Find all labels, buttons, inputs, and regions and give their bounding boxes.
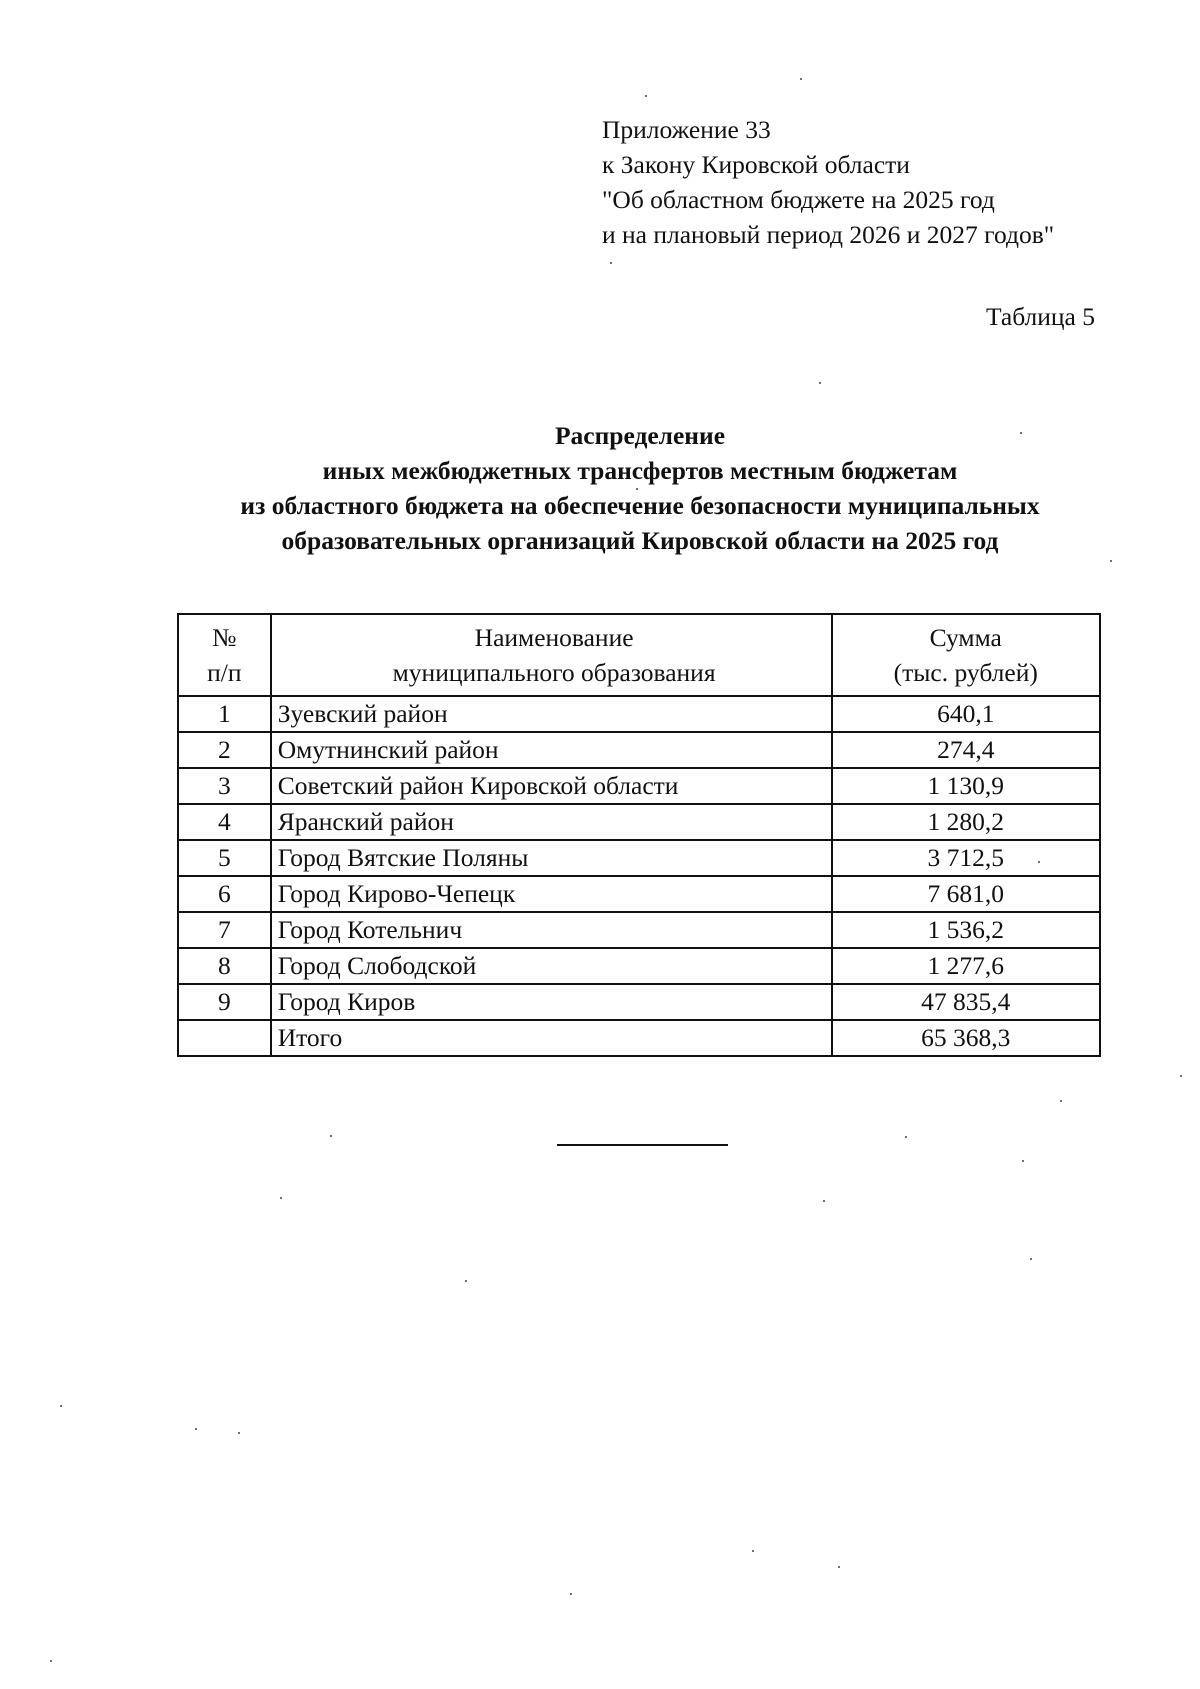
header-number [178, 614, 271, 696]
row-sum: 47 835,4 [832, 984, 1100, 1020]
table-row [178, 876, 1100, 912]
speck [838, 1566, 840, 1568]
row-sum: 3 712,5 [832, 840, 1100, 876]
speck [1022, 1160, 1024, 1162]
header-number-line: № [212, 623, 237, 652]
distribution-table [177, 613, 1101, 1057]
row-sum: 1 280,2 [832, 804, 1100, 840]
header-sum-line: Сумма [929, 623, 1002, 652]
title-line: иных межбюджетных трансфертов местным бюджетам [322, 456, 958, 485]
row-number: 6 [178, 876, 271, 912]
speck [1110, 560, 1112, 562]
total-sum: 65 368,3 [832, 1020, 1100, 1056]
speck [570, 1593, 572, 1595]
row-name: Город Киров [271, 984, 832, 1020]
table-row [178, 768, 1100, 804]
speck [752, 1550, 754, 1552]
appendix-line: "Об областном бюджете на 2025 год [602, 185, 995, 214]
document-title [100, 418, 1180, 558]
row-number: 9 [178, 984, 271, 1020]
table-row [178, 696, 1100, 732]
speck [238, 1432, 240, 1434]
header-name-line: Наименование [474, 623, 634, 652]
appendix-line: к Закону Кировской области [602, 150, 910, 179]
appendix-line: и на плановый период 2026 и 2027 годов" [602, 220, 1055, 249]
total-number [178, 1020, 271, 1056]
speck [800, 78, 802, 80]
header-sum [832, 614, 1100, 696]
row-number: 7 [178, 912, 271, 948]
total-label: Итого [271, 1020, 832, 1056]
speck [50, 1660, 52, 1662]
speck [645, 95, 647, 97]
table-row [178, 948, 1100, 984]
row-name: Город Кирово-Чепецк [271, 876, 832, 912]
appendix-header [602, 112, 1054, 252]
row-name: Зуевский район [271, 696, 832, 732]
speck [195, 1428, 197, 1430]
row-number: 2 [178, 732, 271, 768]
speck [1060, 1100, 1062, 1102]
speck [819, 382, 821, 384]
table-row [178, 804, 1100, 840]
speck [1030, 1258, 1032, 1260]
row-sum: 1 130,9 [832, 768, 1100, 804]
header-name-line: муниципального образования [392, 658, 716, 687]
row-name: Омутнинский район [271, 732, 832, 768]
row-number: 8 [178, 948, 271, 984]
speck [1020, 432, 1022, 434]
row-name: Город Вятские Поляны [271, 840, 832, 876]
row-name: Яранский район [271, 804, 832, 840]
row-number: 4 [178, 804, 271, 840]
speck [610, 262, 612, 264]
row-number: 5 [178, 840, 271, 876]
speck [330, 1135, 332, 1137]
row-sum: 640,1 [832, 696, 1100, 732]
table-header-row [178, 614, 1100, 696]
table-row [178, 912, 1100, 948]
speck [280, 1197, 282, 1199]
table-total-row [178, 1020, 1100, 1056]
row-sum: 274,4 [832, 732, 1100, 768]
row-name: Советский район Кировской области [271, 768, 832, 804]
title-line: образовательных организаций Кировской области на 2025 год [281, 526, 999, 555]
table-row [178, 732, 1100, 768]
speck [636, 488, 638, 490]
speck [465, 1280, 467, 1282]
header-sum-line: (тыс. рублей) [893, 658, 1038, 687]
table-row [178, 984, 1100, 1020]
row-sum: 1 536,2 [832, 912, 1100, 948]
title-line: из областного бюджета на обеспечение безопасности муниципальных [240, 491, 1040, 520]
table-row [178, 840, 1100, 876]
row-name: Город Котельнич [271, 912, 832, 948]
speck [905, 1136, 907, 1138]
header-name [271, 614, 832, 696]
appendix-line: Приложение 33 [602, 115, 771, 144]
end-divider [557, 1144, 728, 1146]
speck [1180, 1075, 1182, 1077]
row-number: 3 [178, 768, 271, 804]
header-number-line: п/п [207, 658, 242, 687]
row-sum: 1 277,6 [832, 948, 1100, 984]
row-sum: 7 681,0 [832, 876, 1100, 912]
speck [1038, 861, 1040, 863]
table-label: Таблица 5 [985, 302, 1095, 331]
row-name: Город Слободской [271, 948, 832, 984]
row-number: 1 [178, 696, 271, 732]
title-line: Распределение [554, 421, 726, 450]
speck [60, 1405, 62, 1407]
speck [823, 1200, 825, 1202]
